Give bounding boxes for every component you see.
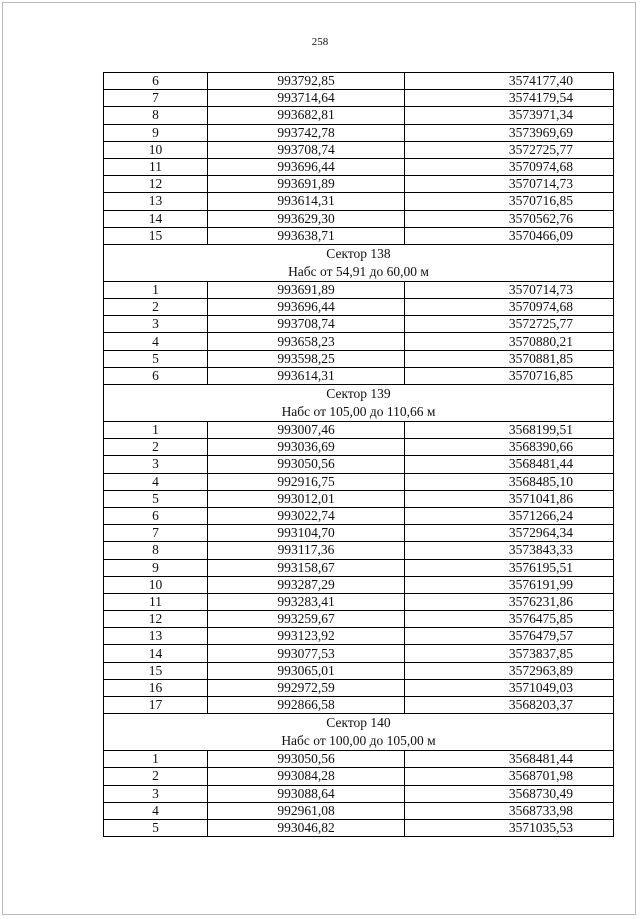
point-number-cell: 6 bbox=[104, 73, 208, 90]
sector-title: Сектор 138 bbox=[326, 245, 391, 261]
table-row bbox=[104, 697, 614, 714]
table-row bbox=[104, 350, 614, 367]
x-coordinate-cell: 993046,82 bbox=[208, 819, 405, 836]
y-coordinate-cell: 3572725,77 bbox=[405, 316, 614, 333]
x-coordinate-cell: 992866,58 bbox=[208, 697, 405, 714]
x-coordinate-cell: 993714,64 bbox=[208, 90, 405, 107]
x-coordinate-cell: 993696,44 bbox=[208, 299, 405, 316]
point-number-cell: 15 bbox=[104, 662, 208, 679]
point-number-cell: 8 bbox=[104, 107, 208, 124]
table-row bbox=[104, 679, 614, 696]
table-row bbox=[104, 802, 614, 819]
x-coordinate-cell: 993036,69 bbox=[208, 439, 405, 456]
table-row bbox=[104, 645, 614, 662]
table-row bbox=[104, 333, 614, 350]
y-coordinate-cell: 3572964,34 bbox=[405, 525, 614, 542]
point-number-cell: 4 bbox=[104, 473, 208, 490]
x-coordinate-cell: 993012,01 bbox=[208, 490, 405, 507]
sector-header-cell bbox=[104, 714, 614, 751]
table-row bbox=[104, 819, 614, 836]
point-number-cell: 8 bbox=[104, 542, 208, 559]
point-number-cell: 6 bbox=[104, 367, 208, 384]
x-coordinate-cell: 993696,44 bbox=[208, 158, 405, 175]
point-number-cell: 14 bbox=[104, 645, 208, 662]
sector-header-row bbox=[104, 244, 614, 281]
point-number-cell: 11 bbox=[104, 593, 208, 610]
y-coordinate-cell: 3571035,53 bbox=[405, 819, 614, 836]
table-row bbox=[104, 593, 614, 610]
coordinates-table bbox=[103, 72, 614, 837]
x-coordinate-cell: 993123,92 bbox=[208, 628, 405, 645]
x-coordinate-cell: 993065,01 bbox=[208, 662, 405, 679]
table-row bbox=[104, 90, 614, 107]
y-coordinate-cell: 3568203,37 bbox=[405, 697, 614, 714]
x-coordinate-cell: 993614,31 bbox=[208, 193, 405, 210]
y-coordinate-cell: 3568390,66 bbox=[405, 439, 614, 456]
table-row bbox=[104, 124, 614, 141]
sector-header-cell bbox=[104, 244, 614, 281]
y-coordinate-cell: 3570466,09 bbox=[405, 227, 614, 244]
point-number-cell: 4 bbox=[104, 802, 208, 819]
x-coordinate-cell: 993682,81 bbox=[208, 107, 405, 124]
table-row bbox=[104, 662, 614, 679]
point-number-cell: 16 bbox=[104, 679, 208, 696]
y-coordinate-cell: 3576191,99 bbox=[405, 576, 614, 593]
sector-header-cell bbox=[104, 385, 614, 422]
point-number-cell: 10 bbox=[104, 576, 208, 593]
table-row bbox=[104, 768, 614, 785]
table-row bbox=[104, 210, 614, 227]
y-coordinate-cell: 3576475,85 bbox=[405, 611, 614, 628]
point-number-cell: 10 bbox=[104, 141, 208, 158]
point-number-cell: 15 bbox=[104, 227, 208, 244]
x-coordinate-cell: 993158,67 bbox=[208, 559, 405, 576]
x-coordinate-cell: 992916,75 bbox=[208, 473, 405, 490]
y-coordinate-cell: 3570880,21 bbox=[405, 333, 614, 350]
x-coordinate-cell: 993050,56 bbox=[208, 751, 405, 768]
point-number-cell: 14 bbox=[104, 210, 208, 227]
sector-height-range: Набс от 54,91 до 60,00 м bbox=[288, 263, 429, 279]
point-number-cell: 2 bbox=[104, 439, 208, 456]
y-coordinate-cell: 3573971,34 bbox=[405, 107, 614, 124]
y-coordinate-cell: 3572963,89 bbox=[405, 662, 614, 679]
table-row bbox=[104, 367, 614, 384]
table-row bbox=[104, 507, 614, 524]
point-number-cell: 3 bbox=[104, 456, 208, 473]
y-coordinate-cell: 3570716,85 bbox=[405, 367, 614, 384]
sector-title: Сектор 140 bbox=[326, 715, 391, 731]
x-coordinate-cell: 993077,53 bbox=[208, 645, 405, 662]
table-row bbox=[104, 107, 614, 124]
y-coordinate-cell: 3568701,98 bbox=[405, 768, 614, 785]
y-coordinate-cell: 3571266,24 bbox=[405, 507, 614, 524]
point-number-cell: 7 bbox=[104, 525, 208, 542]
table-row bbox=[104, 611, 614, 628]
x-coordinate-cell: 993259,67 bbox=[208, 611, 405, 628]
sector-header-row bbox=[104, 714, 614, 751]
table-row bbox=[104, 490, 614, 507]
y-coordinate-cell: 3568199,51 bbox=[405, 422, 614, 439]
point-number-cell: 12 bbox=[104, 611, 208, 628]
x-coordinate-cell: 993742,78 bbox=[208, 124, 405, 141]
y-coordinate-cell: 3568481,44 bbox=[405, 751, 614, 768]
page-number: 258 bbox=[311, 36, 329, 48]
x-coordinate-cell: 993708,74 bbox=[208, 141, 405, 158]
x-coordinate-cell: 993084,28 bbox=[208, 768, 405, 785]
x-coordinate-cell: 993283,41 bbox=[208, 593, 405, 610]
y-coordinate-cell: 3573969,69 bbox=[405, 124, 614, 141]
point-number-cell: 5 bbox=[104, 350, 208, 367]
y-coordinate-cell: 3570716,85 bbox=[405, 193, 614, 210]
x-coordinate-cell: 993638,71 bbox=[208, 227, 405, 244]
table-row bbox=[104, 158, 614, 175]
sector-title: Сектор 139 bbox=[326, 386, 391, 401]
x-coordinate-cell: 993022,74 bbox=[208, 507, 405, 524]
coordinates-table-body bbox=[104, 73, 614, 837]
y-coordinate-cell: 3576195,51 bbox=[405, 559, 614, 576]
point-number-cell: 1 bbox=[104, 751, 208, 768]
table-row bbox=[104, 227, 614, 244]
point-number-cell: 13 bbox=[104, 628, 208, 645]
y-coordinate-cell: 3570974,68 bbox=[405, 158, 614, 175]
table-row bbox=[104, 628, 614, 645]
table-row bbox=[104, 456, 614, 473]
table-row bbox=[104, 141, 614, 158]
x-coordinate-cell: 993658,23 bbox=[208, 333, 405, 350]
y-coordinate-cell: 3570881,85 bbox=[405, 350, 614, 367]
table-row bbox=[104, 751, 614, 768]
x-coordinate-cell: 993792,85 bbox=[208, 73, 405, 90]
x-coordinate-cell: 993614,31 bbox=[208, 367, 405, 384]
y-coordinate-cell: 3568730,49 bbox=[405, 785, 614, 802]
x-coordinate-cell: 993117,36 bbox=[208, 542, 405, 559]
point-number-cell: 11 bbox=[104, 158, 208, 175]
point-number-cell: 5 bbox=[104, 819, 208, 836]
table-row bbox=[104, 422, 614, 439]
table-row bbox=[104, 316, 614, 333]
y-coordinate-cell: 3576231,86 bbox=[405, 593, 614, 610]
point-number-cell: 3 bbox=[104, 316, 208, 333]
y-coordinate-cell: 3571041,86 bbox=[405, 490, 614, 507]
table-row bbox=[104, 473, 614, 490]
table-row bbox=[104, 785, 614, 802]
sector-header-row bbox=[104, 385, 614, 422]
x-coordinate-cell: 993050,56 bbox=[208, 456, 405, 473]
table-row bbox=[104, 176, 614, 193]
y-coordinate-cell: 3570714,73 bbox=[405, 281, 614, 298]
point-number-cell: 1 bbox=[104, 281, 208, 298]
point-number-cell: 12 bbox=[104, 176, 208, 193]
table-row bbox=[104, 281, 614, 298]
y-coordinate-cell: 3568485,10 bbox=[405, 473, 614, 490]
x-coordinate-cell: 993708,74 bbox=[208, 316, 405, 333]
point-number-cell: 5 bbox=[104, 490, 208, 507]
x-coordinate-cell: 993691,89 bbox=[208, 176, 405, 193]
y-coordinate-cell: 3573837,85 bbox=[405, 645, 614, 662]
y-coordinate-cell: 3572725,77 bbox=[405, 141, 614, 158]
x-coordinate-cell: 993287,29 bbox=[208, 576, 405, 593]
y-coordinate-cell: 3570562,76 bbox=[405, 210, 614, 227]
table-row bbox=[104, 193, 614, 210]
y-coordinate-cell: 3570714,73 bbox=[405, 176, 614, 193]
table-row bbox=[104, 525, 614, 542]
point-number-cell: 9 bbox=[104, 559, 208, 576]
table-row bbox=[104, 73, 614, 90]
y-coordinate-cell: 3570974,68 bbox=[405, 299, 614, 316]
sector-height-range: Набс от 100,00 до 105,00 м bbox=[281, 733, 436, 749]
x-coordinate-cell: 993598,25 bbox=[208, 350, 405, 367]
y-coordinate-cell: 3571049,03 bbox=[405, 679, 614, 696]
sector-height-range: Набс от 105,00 до 110,66 м bbox=[281, 404, 436, 419]
point-number-cell: 9 bbox=[104, 124, 208, 141]
x-coordinate-cell: 992961,08 bbox=[208, 802, 405, 819]
y-coordinate-cell: 3573843,33 bbox=[405, 542, 614, 559]
point-number-cell: 1 bbox=[104, 422, 208, 439]
point-number-cell: 13 bbox=[104, 193, 208, 210]
x-coordinate-cell: 993629,30 bbox=[208, 210, 405, 227]
point-number-cell: 3 bbox=[104, 785, 208, 802]
y-coordinate-cell: 3576479,57 bbox=[405, 628, 614, 645]
y-coordinate-cell: 3574177,40 bbox=[405, 73, 614, 90]
table-row bbox=[104, 299, 614, 316]
x-coordinate-cell: 993691,89 bbox=[208, 281, 405, 298]
y-coordinate-cell: 3568733,98 bbox=[405, 802, 614, 819]
table-row bbox=[104, 439, 614, 456]
point-number-cell: 17 bbox=[104, 697, 208, 714]
x-coordinate-cell: 993104,70 bbox=[208, 525, 405, 542]
point-number-cell: 2 bbox=[104, 768, 208, 785]
point-number-cell: 2 bbox=[104, 299, 208, 316]
x-coordinate-cell: 993007,46 bbox=[208, 422, 405, 439]
table-row bbox=[104, 576, 614, 593]
x-coordinate-cell: 993088,64 bbox=[208, 785, 405, 802]
table-row bbox=[104, 559, 614, 576]
x-coordinate-cell: 992972,59 bbox=[208, 679, 405, 696]
y-coordinate-cell: 3574179,54 bbox=[405, 90, 614, 107]
y-coordinate-cell: 3568481,44 bbox=[405, 456, 614, 473]
point-number-cell: 4 bbox=[104, 333, 208, 350]
table-row bbox=[104, 542, 614, 559]
point-number-cell: 7 bbox=[104, 90, 208, 107]
point-number-cell: 6 bbox=[104, 507, 208, 524]
